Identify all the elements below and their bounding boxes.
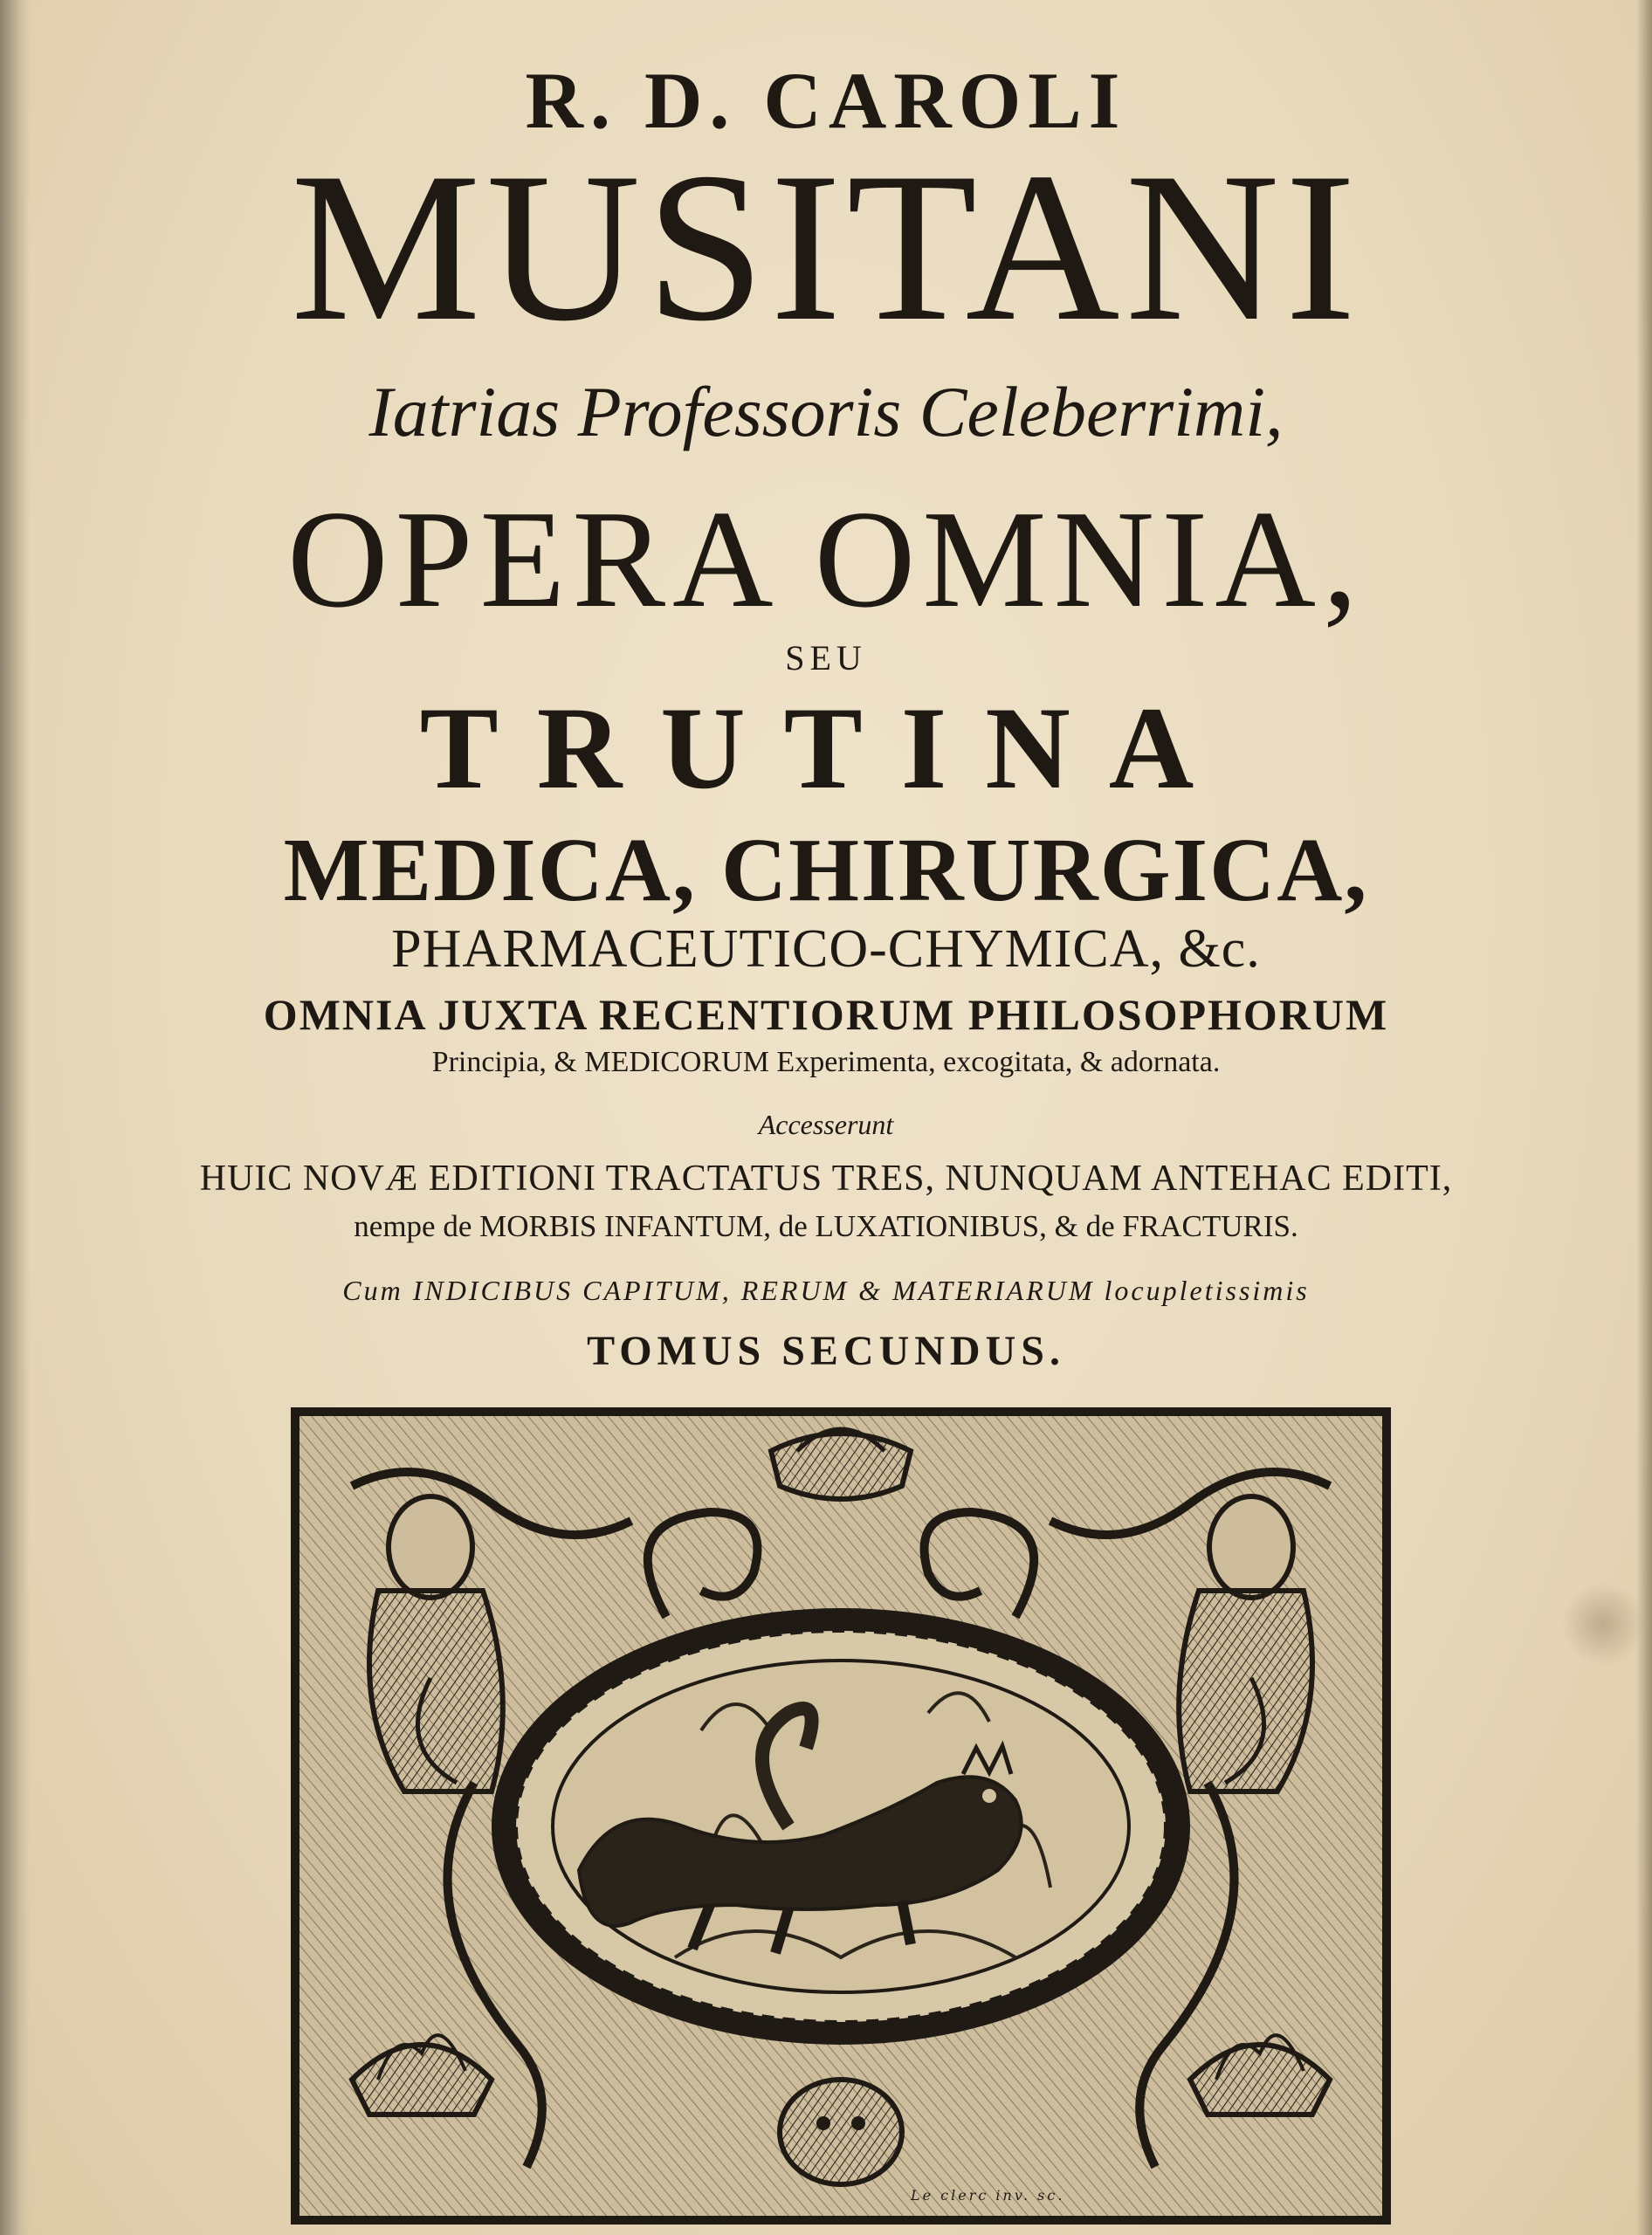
author-prefix: R. D. CAROLI	[525, 56, 1127, 145]
printers-emblem	[291, 1407, 1391, 2225]
principia-subline: Principia, & MEDICORUM Experimenta, excogitata, & adornata.	[431, 1046, 1221, 1078]
conjunction: SEU	[785, 638, 867, 677]
work-title: OPERA OMNIA,	[287, 481, 1365, 636]
main-title: TRUTINA	[419, 684, 1233, 814]
indices-line: Cum INDICIBUS CAPITUM, RERUM & MATERIARUM locupletissimis	[342, 1275, 1310, 1306]
salamander-in-flames-emblem-icon	[299, 1416, 1382, 2216]
bottom-mask	[780, 2080, 902, 2184]
accesserunt-line: Accesserunt	[758, 1109, 894, 1140]
principia-line: OMNIA JUXTA RECENTIORUM PHILOSOPHORUM	[263, 990, 1389, 1039]
additions-line-2: nempe de MORBIS INFANTUM, de LUXATIONIBUS, & de FRACTURIS.	[354, 1209, 1298, 1243]
author-title: Iatrias Professoris Celeberrimi,	[368, 372, 1284, 451]
paper-stain	[1563, 1580, 1643, 1668]
engraver-signature: Le clerc inv. sc.	[911, 2187, 1065, 2204]
subtitle-line-1: MEDICA, CHIRURGICA,	[283, 820, 1369, 920]
urn-top	[771, 1429, 911, 1499]
author-name: MUSITANI	[290, 128, 1362, 365]
subtitle-line-2: PHARMACEUTICO-CHYMICA, &c.	[391, 919, 1261, 979]
additions-line-1: HUIC NOVÆ EDITIONI TRACTATUS TRES, NUNQUAM ANTEHAC EDITI,	[199, 1159, 1453, 1199]
volume-label: TOMUS SECUNDUS.	[587, 1328, 1065, 1374]
